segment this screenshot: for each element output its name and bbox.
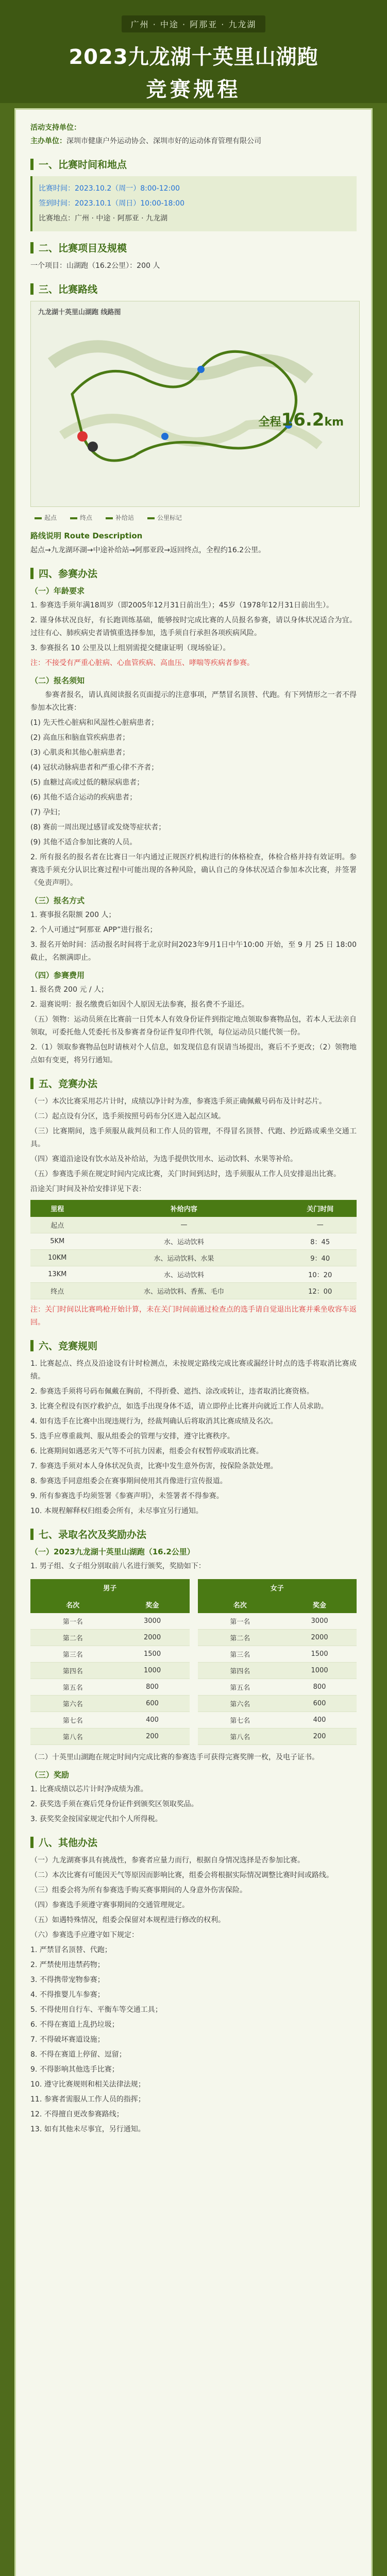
- map-title: 九龙湖十英里山湖跑 线路图: [38, 309, 121, 316]
- s6-p-3: 4. 如有选手在比赛中出现违规行为，经裁判确认后将取消其比赛成绩及名次。: [30, 1417, 278, 1426]
- start-marker: [77, 431, 88, 442]
- s4-p2-3: (3) 心肌炎和其他心脏病患者；: [30, 749, 130, 757]
- s8-p-0: （一）九龙湖赛事具有挑战性，参赛者应量力而行，根据自身情况选择是否参加比赛。: [30, 1856, 305, 1865]
- s7-sub1: （一）2023九龙湖十英里山湖跑（16.2公里）: [30, 1547, 195, 1556]
- s4-p2-7: (7) 孕妇；: [30, 808, 65, 817]
- page-subtitle: 竞赛规程: [146, 78, 241, 101]
- finish-marker: [88, 442, 98, 452]
- prize-table-male: 男子 名次 奖金 第一名 3000 第二名 2000 第三名 1500 第四名 1000 第五名 800 第六名 600 第七名 400 第八名 200: [30, 1579, 190, 1745]
- content-card: [14, 108, 373, 2576]
- route-desc-title: 路线说明 Route Description: [30, 531, 143, 540]
- checkin-time: 签到时间：2023.10.1（周日）10:00-18:00: [39, 199, 184, 208]
- s8-p-3: （四）参赛选手须遵守赛事期间的交通管理规定。: [30, 1901, 189, 1909]
- s8-p-2: （三）组委会将为所有参赛选手购买赛事期间的人身意外伤害保险。: [30, 1886, 247, 1894]
- s4-sub3: （三）报名方式: [30, 896, 85, 905]
- table-row: 第二名 2000: [30, 1630, 190, 1646]
- s4-p2-2: (2) 高血压和脑血管疾病患者；: [30, 734, 130, 742]
- legend-start: 起点: [35, 513, 57, 522]
- s8-p-8: 3. 不得携带宠物参赛；: [30, 1976, 105, 1984]
- s6-p-0: 1. 比赛起点、终点及沿途设有计时检测点，未按规定路线完成比赛或漏经计时点的选手将取消比赛成绩。: [30, 1360, 357, 1381]
- aid-station-3: [161, 433, 169, 440]
- s5-p-3: （四）赛道沿途设有饮水站及补给站，为选手提供饮用水、运动饮料、水果等补给。: [30, 1155, 297, 1163]
- table-row: 第七名 400: [30, 1712, 190, 1728]
- s8-p-5: （六）参赛选手应遵守如下规定：: [30, 1931, 139, 1939]
- section-3-head: 三、比赛路线: [30, 282, 357, 296]
- table-row: 第五名 800: [198, 1679, 357, 1696]
- org-line: 主办单位：深圳市健康户外运动协会、深圳市好的运动体育管理有限公司: [30, 137, 261, 145]
- table-row: 10KM 水、运动饮料、水果 9：40: [30, 1250, 357, 1266]
- map-legend: [30, 510, 357, 525]
- s4-p1-0: 1. 参赛选手须年满18周岁（即2005年12月31日前出生）；45岁（1978年12月31日前出生）。: [30, 601, 333, 609]
- s6-p-1: 2. 参赛选手须将号码布佩戴在胸前，不得折叠、遮挡、涂改或转让，违者取消比赛资格。: [30, 1387, 314, 1396]
- legend-finish: 终点: [70, 513, 92, 522]
- section-1-head: 一、比赛时间和地点: [30, 157, 357, 171]
- table-row: 第六名 600: [198, 1696, 357, 1712]
- s6-p-4: 5. 选手应尊重裁判、服从组委会的管理与安排，遵守比赛秩序。: [30, 1432, 234, 1440]
- s4-p6: （五）领物：运动员须在比赛前一日凭本人有效身份证件到指定地点领取参赛物品包，若本人无法亲自领取，可委托他人凭委托书及参赛者身份证件复印件代领，每位运动员只能代领一份。: [30, 1015, 357, 1037]
- route-map-svg: [31, 301, 360, 507]
- table-row: 13KM 水、运动饮料 10：20: [30, 1266, 357, 1283]
- s6-p-9: 10. 本规程解释权归组委会所有，未尽事宜另行通知。: [30, 1507, 203, 1515]
- legend-aid: 补给站: [106, 513, 134, 522]
- s4-p2-1: (1) 先天性心脏病和风湿性心脏病患者；: [30, 719, 159, 727]
- s4-sub1: （一）年龄要求: [30, 586, 85, 596]
- table-row: 第八名 200: [30, 1728, 190, 1745]
- s5-note: 沿途关门时间及补给安排详见下表：: [30, 1185, 146, 1193]
- s8-p-10: 5. 不得使用自行车、平衡车等交通工具；: [30, 2006, 162, 2014]
- distance-label: 全程16.2km: [258, 410, 344, 430]
- s4-p2-4: (4) 冠状动脉病患者和严重心律不齐者；: [30, 764, 159, 772]
- route-desc: 起点→九龙湖环湖→中途补给站→阿那亚段→返回终点，全程约16.2公里。: [30, 546, 266, 554]
- s5-p-2: （三）比赛期间，选手须服从裁判员和工作人员的管理，不得冒名顶替、代跑、抄近路或乘坐交通工具。: [30, 1127, 357, 1148]
- s4-p2-5: (5) 血糖过高或过低的糖尿病患者；: [30, 778, 144, 787]
- s4-p1-2: 3. 参赛报名 10 公里及以上组别需提交健康证明（现场验证）。: [30, 644, 230, 652]
- s8-p-7: 2. 严禁使用违禁药物；: [30, 1961, 105, 1969]
- match-place: 比赛地点：广州 · 中途 · 阿那亚 · 九龙湖: [39, 214, 168, 223]
- s7-sub2: （三）奖励: [30, 1770, 70, 1780]
- s8-p-16: 11. 参赛者需服从工作人员的指挥；: [30, 2095, 145, 2104]
- s4-p5-0: 1. 报名费 200 元 / 人；: [30, 986, 109, 994]
- table-row: 第六名 600: [30, 1696, 190, 1712]
- s8-p-17: 12. 不得擅自更改参赛路线；: [30, 2110, 124, 2119]
- table-row: 第一名 3000: [30, 1613, 190, 1630]
- s7-p3-1: 2. 获奖选手须在赛后凭身份证件到颁奖区领取奖品。: [30, 1800, 198, 1808]
- table-row: 第五名 800: [30, 1679, 190, 1696]
- org-heading: 活动支持单位：: [30, 124, 81, 132]
- prize-table-female: 女子 名次 奖金 第一名 3000 第二名 2000 第三名 1500 第四名 1000 第五名 800 第六名 600 第七名 400 第八名 200: [198, 1579, 357, 1745]
- aid-station-1: [197, 366, 205, 373]
- s8-p-11: 6. 不得在赛道上乱扔垃圾；: [30, 2021, 119, 2029]
- s4-p4-0: 1. 赛事报名限额 200 人；: [30, 911, 116, 919]
- s7-p3-2: 3. 获奖奖金按国家规定代扣个人所得税。: [30, 1815, 162, 1823]
- s4-p4-2: 3. 报名开始时间：活动报名时间将于北京时间2023年9月1日中午10:00 开始，至 9 月 25 日 18:00 截止，名额满即止。: [30, 941, 357, 962]
- table-row: 起点 — —: [30, 1217, 357, 1233]
- s5-p-4: （五）参赛选手须在规定时间内完成比赛，关门时间到达时，选手须服从工作人员安排退出比赛。: [30, 1170, 341, 1178]
- table-row: 第三名 1500: [198, 1646, 357, 1663]
- s4-sub2: （二）报名须知: [30, 676, 85, 685]
- table-row: 5KM 水、运动饮料 8：45: [30, 1233, 357, 1250]
- section-5-head: 五、竞赛办法: [30, 1076, 357, 1090]
- legend-km: 公里标记: [147, 513, 182, 522]
- section-2-head: 二、比赛项目及规模: [30, 241, 357, 255]
- s4-p2-0: 参赛者报名，请认真阅读报名页面提示的注意事项，严禁冒名顶替、代跑。有下列情形之一者不得参加本次比赛：: [30, 691, 357, 712]
- s8-p-12: 7. 不得破坏赛道设施；: [30, 2036, 105, 2044]
- table-row: 第二名 2000: [198, 1630, 357, 1646]
- s4-p3: 2. 所有报名的报名者在比赛日一年内通过正规医疗机构进行的体格检查，体检合格并持有效证明。参赛选手须充分认识比赛过程中可能出现的各种风险，确认自己的身体状况适合参加本次比赛，并签署《免责声明》。: [30, 853, 357, 887]
- s8-p-1: （二）本次比赛有可能因天气等原因而影响比赛，组委会将根据实际情况调整比赛时间或路线。: [30, 1871, 333, 1879]
- route-map: [30, 301, 360, 507]
- prize-tables: [30, 1575, 357, 1749]
- s4-p2-6: (6) 其他不适合运动的疾病患者；: [30, 793, 137, 802]
- s6-p-6: 7. 参赛选手须对本人身体状况负责，比赛中发生意外伤害，按保险条款处理。: [30, 1462, 278, 1470]
- s4-p7: 2.（1）领取参赛物品包时请核对个人信息，如发现信息有误请当场提出，赛后不予更改；（2）领物地点如有变更，将另行通知。: [30, 1043, 357, 1064]
- table-row: 第八名 200: [198, 1728, 357, 1745]
- match-time: 比赛时间：2023.10.2（周一）8:00-12:00: [39, 184, 180, 193]
- s8-p-14: 9. 不得影响其他选手比赛；: [30, 2065, 119, 2074]
- s4-p2-8: (8) 赛前一周出现过感冒或发烧等症状者；: [30, 823, 166, 832]
- s6-p-7: 8. 参赛选手同意组委会在赛事期间使用其肖像进行宣传报道。: [30, 1477, 227, 1485]
- section-8-head: 八、其他办法: [30, 1835, 357, 1849]
- s8-p-15: 10. 遵守比赛规则和相关法律法规；: [30, 2080, 145, 2089]
- s6-p-5: 6. 比赛期间如遇恶劣天气等不可抗力因素，组委会有权暂停或取消比赛。: [30, 1447, 263, 1455]
- time-box: [30, 176, 357, 231]
- s5-p-0: （一）本次比赛采用芯片计时，成绩以净计时为准，参赛选手须正确佩戴号码布及计时芯片。: [30, 1097, 326, 1106]
- s8-p-18: 13. 如有其他未尽事宜，另行通知。: [30, 2125, 145, 2133]
- cutoff-table: 里程 补给内容 关门时间 起点 — — 5KM 水、运动饮料 8：45 10KM 水、运动饮料、水果 9：40 13KM 水、运动饮料 10：20 终点 水、运动饮料、香蕉、毛巾 12：00: [30, 1200, 357, 1299]
- s4-p2-9: (9) 其他不适合参加比赛的人员。: [30, 838, 137, 846]
- s7-p3-0: 1. 比赛成绩以芯片计时净成绩为准。: [30, 1785, 148, 1793]
- s7-p1: 1. 男子组、女子组分别取前八名进行颁奖，奖励如下：: [30, 1562, 206, 1570]
- table-row: 第四名 1000: [30, 1663, 190, 1679]
- org-block: [30, 121, 357, 148]
- s4-note: 注：不接受有严重心脏病、心血管疾病、高血压、哮喘等疾病者参赛。: [30, 659, 254, 667]
- section-6-head: 六、竞赛规则: [30, 1338, 357, 1352]
- s4-p4-1: 2. 个人可通过“阿那亚 APP”进行报名；: [30, 926, 157, 934]
- table-row: 终点 水、运动饮料、香蕉、毛巾 12：00: [30, 1283, 357, 1299]
- table-row: 第三名 1500: [30, 1646, 190, 1663]
- section-4-head: 四、参赛办法: [30, 566, 357, 580]
- header: [0, 0, 387, 103]
- table-row: 第四名 1000: [198, 1663, 357, 1679]
- s8-p-6: 1. 严禁冒名顶替、代跑；: [30, 1946, 112, 1954]
- section-7-head: 七、录取名次及奖励办法: [30, 1527, 357, 1541]
- s8-p-9: 4. 不得推婴儿车参赛；: [30, 1991, 105, 1999]
- s5-foot: 注：关门时间以比赛鸣枪开始计算，未在关门时间前通过检查点的选手请自觉退出比赛并乘坐收容车返回。: [30, 1306, 357, 1327]
- page-title: 2023九龙湖十英里山湖跑: [69, 45, 318, 69]
- header-kicker: 广州 · 中途 · 阿那亚 · 九龙湖: [122, 15, 266, 32]
- table-row: 第七名 400: [198, 1712, 357, 1728]
- event-scale: 一个项目：山湖跑（16.2公里）：200 人: [30, 262, 160, 270]
- s5-p-1: （二）起点设有分区，选手须按照号码布分区进入起点区域。: [30, 1112, 225, 1121]
- s4-p5-1: 2. 退赛说明：报名缴费后如因个人原因无法参赛，报名费不予退还。: [30, 1001, 249, 1009]
- s6-p-2: 3. 比赛全程设有医疗救护点，如选手出现身体不适，请立即停止比赛并向就近工作人员求助。: [30, 1402, 328, 1411]
- table-row: 第一名 3000: [198, 1613, 357, 1630]
- s6-p-8: 9. 所有参赛选手均须签署《参赛声明》，未签署者不得参赛。: [30, 1492, 224, 1500]
- s4-sub4: （四）参赛费用: [30, 971, 85, 980]
- s4-p1-1: 2. 谨身体状况良好，有长跑训练基础，能够按时完成比赛的人员报名参赛，请以身体状况适合为宜。过往有心、肺疾病史者请慎重选择参加，选手须自行承担各项疾病风险。: [30, 616, 357, 637]
- s8-p-13: 8. 不得在赛道上停留、逗留；: [30, 2050, 126, 2059]
- s7-p2: （二）十英里山湖跑在规定时间内完成比赛的参赛选手可获得完赛奖牌一枚，及电子证书。: [30, 1753, 319, 1761]
- s8-p-4: （五）如遇特殊情况，组委会保留对本规程进行修改的权利。: [30, 1916, 225, 1924]
